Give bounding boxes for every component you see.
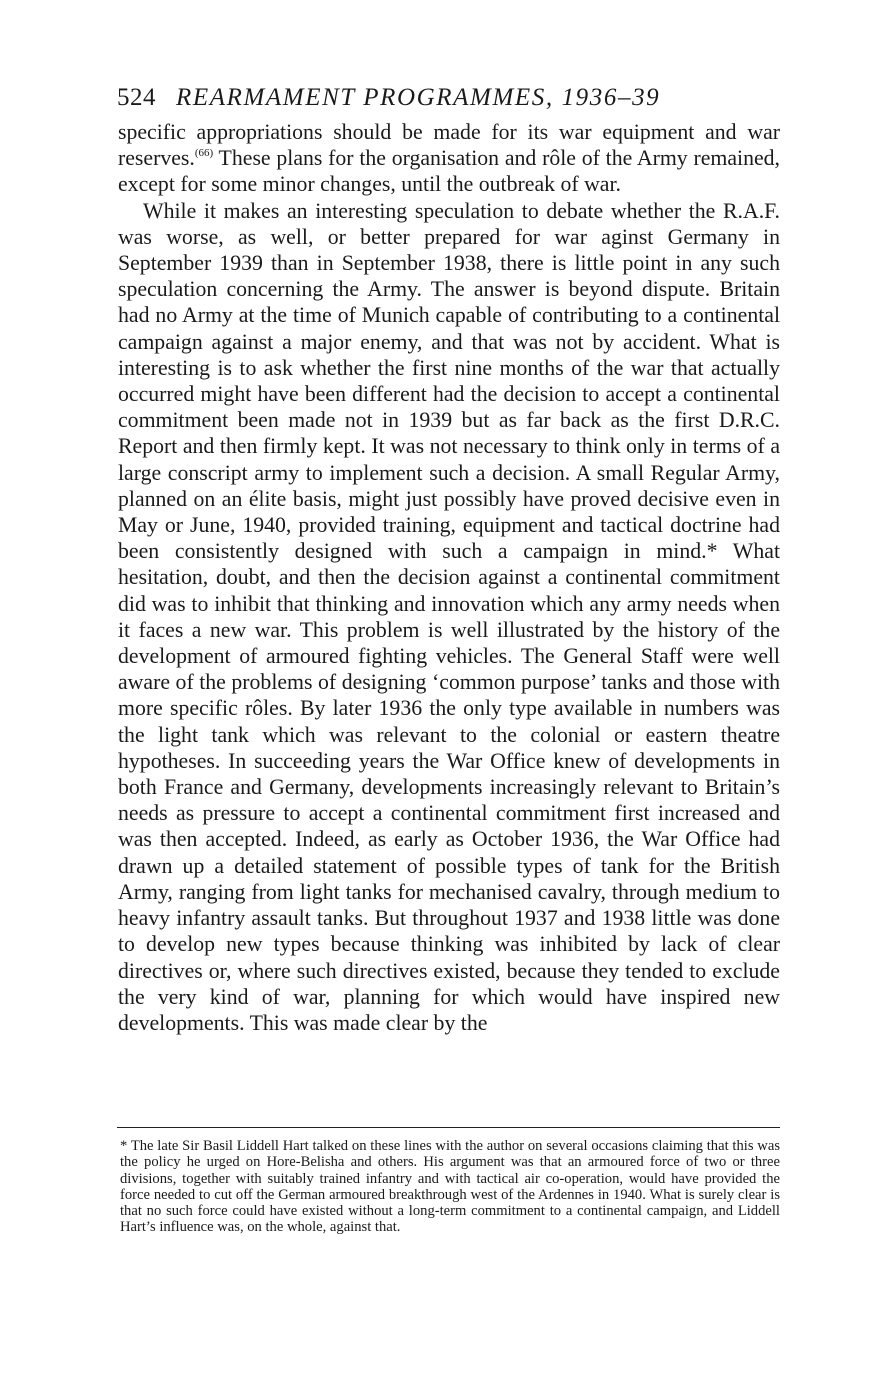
footnote-divider xyxy=(117,1127,780,1128)
main-text xyxy=(118,119,780,1036)
paragraph-1 xyxy=(118,119,780,198)
running-header xyxy=(117,80,777,116)
running-title: REARMAMENT PROGRAMMES, 1936–39 xyxy=(176,84,661,111)
page-number: 524 xyxy=(117,84,156,111)
paragraph-1-continuation: These plans for the organisation and rôle of the Army remained, except for some minor changes, until the outbreak of war. xyxy=(118,146,780,197)
footnote xyxy=(120,1138,780,1236)
paragraph-2: While it makes an interesting speculation to debate whether the R.A.F. was worse, as well, or better prepared for war aginst Germany in September 1939 than in September 1938, there is little point in any such speculation concerning the Army. The answer is beyond dispute. Britain had no Army at the time of Munich capable of contributing to a continental campaign against a major enemy, and that was not by accident. What is interesting is to ask whether the first nine months of the war that actually occurred might have been different had the decision to accept a continental commitment been made not in 1939 but as far back as the first D.R.C. Report and then firmly kept. It was not necessary to think only in terms of a large conscript army to implement such a decision. A small Regular Army, planned on an élite basis, might just possibly have proved decisive even in May or June, 1940, provided training, equipment and tactical doctrine had been consistently designed with such a campaign in mind.* What hesitation, doubt, and then the decision against a continental commitment did was to inhibit that thinking and innovation which any army needs when it faces a new war. This problem is well illustrated by the history of the development of armoured fighting vehicles. The General Staff were well aware of the problems of designing ‘common purpose’ tanks and those with more specific rôles. By later 1936 the only type available in numbers was the light tank which was relevant to the colonial or eastern theatre hypotheses. In succeeding years the War Office knew of developments in both France and Germany, developments increasingly relevant to Britain’s needs as pressure to accept a continental commitment first increased and was then accepted. Indeed, as early as October 1936, the War Office had drawn up a detailed statement of possible types of tank for the British Army, ranging from light tanks for mechanised cavalry, through medium to heavy infantry assault tanks. But throughout 1937 and 1938 little was done to develop new types because thinking was inhibited by lack of clear directives or, where such directives existed, because they tended to exclude the very kind of war, planning for which would have inspired new developments. This was made clear by the xyxy=(118,198,780,1035)
endnote-reference: (66) xyxy=(194,147,214,160)
paragraph-1-text: specific appropriations should be made for its war equipment and war reserves. xyxy=(118,120,780,171)
footnote-text: * The late Sir Basil Liddell Hart talked on these lines with the author on several occasions claiming that this was the policy he urged on Hore-Belisha and others. His argument was that an armoured force of two or three divisions, together with suitably trained infantry and with tactical air co-operation, would have provided the force needed to cut off the German armoured breakthrough west of the Ardennes in 1940. What is surely clear is that no such force could have existed without a long-term commitment to a continental campaign, and Liddell Hart’s influence was, on the whole, against that. xyxy=(120,1138,780,1236)
